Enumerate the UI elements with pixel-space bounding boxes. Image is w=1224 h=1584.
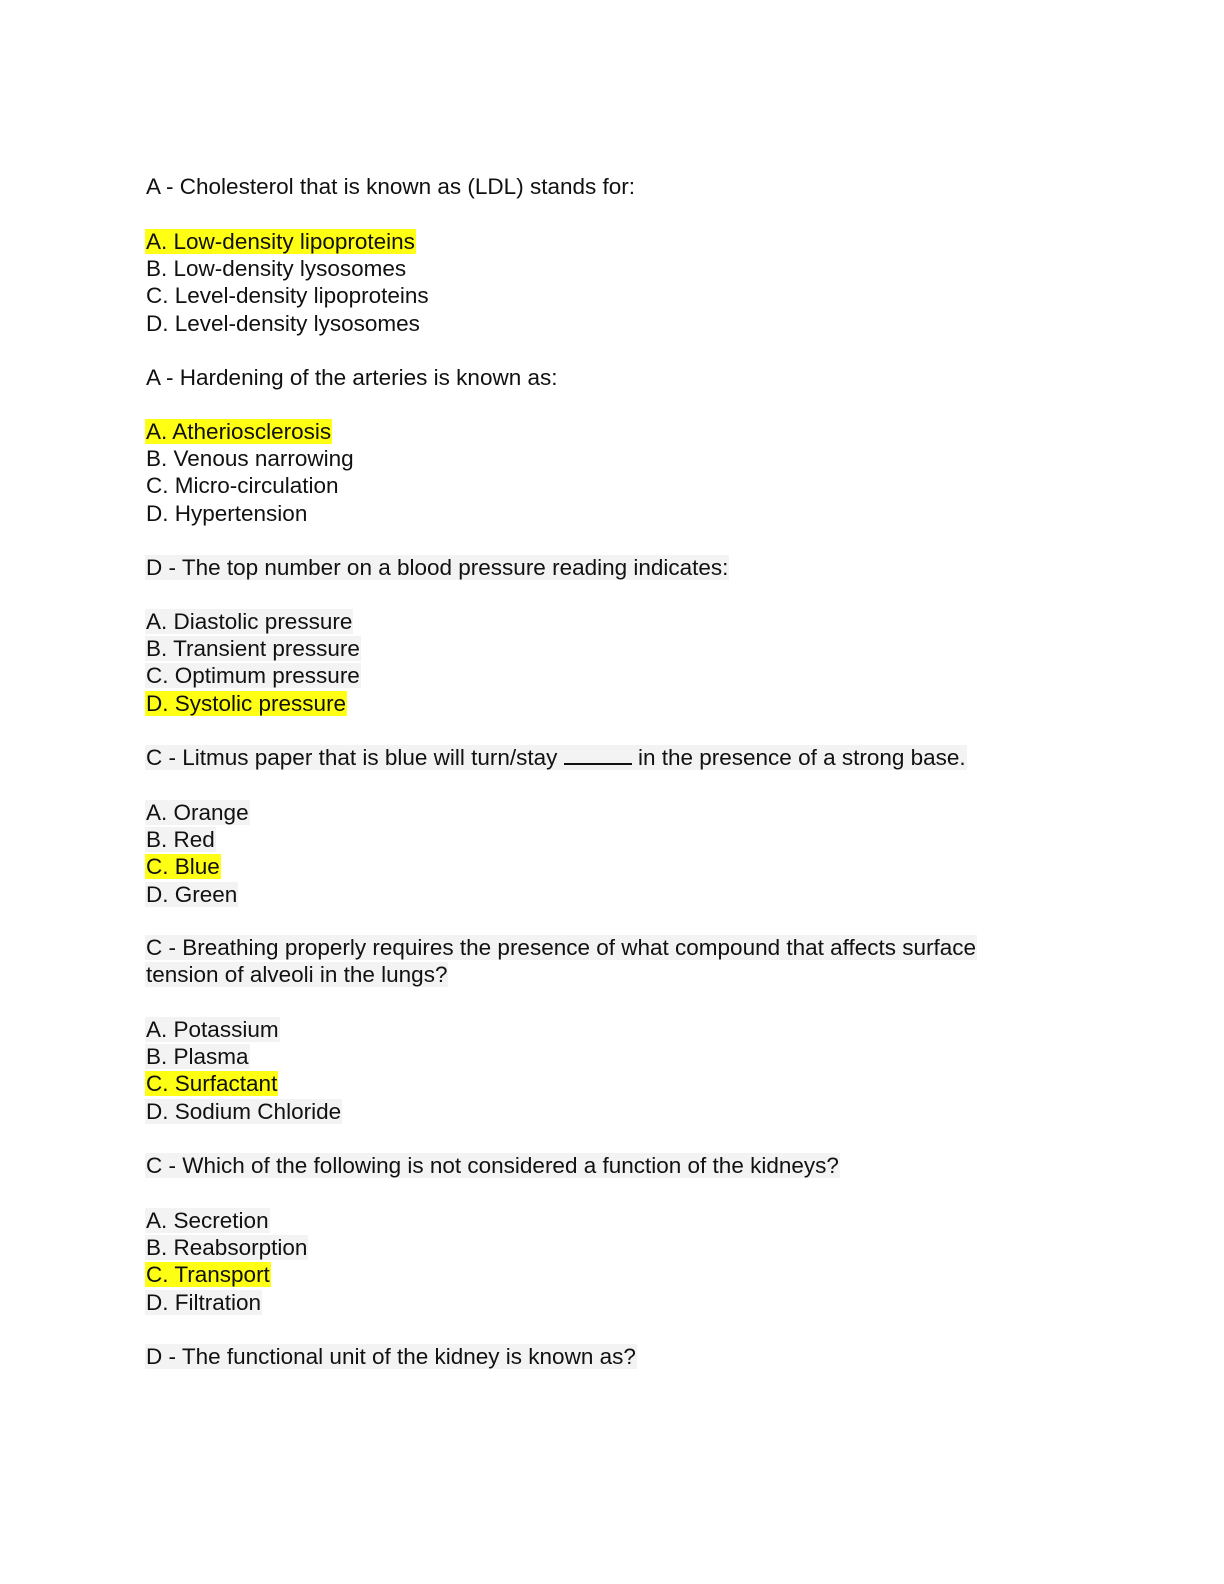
answer-key: C [146, 1153, 163, 1178]
question-6 [145, 1152, 1045, 1179]
answer-key: C [146, 745, 163, 770]
correct-answer-highlight: C. Blue [146, 854, 220, 880]
question-7-stem: D - The functional unit of the kidney is known as? [146, 1344, 636, 1369]
option-d: D. Sodium Chloride [146, 1098, 342, 1124]
question-6-options [145, 1207, 1045, 1316]
question-2-stem: A - Hardening of the arteries is known as: [146, 365, 558, 390]
option-c [145, 1261, 1045, 1288]
question-2 [145, 364, 1045, 391]
option-a: A. Potassium [146, 1017, 279, 1042]
question-2-options [145, 418, 1045, 527]
correct-answer-highlight: C. Surfactant [146, 1071, 278, 1097]
option-c [145, 853, 1045, 880]
question-5-stem-line-2 [145, 961, 1045, 988]
option-a [145, 228, 1045, 255]
answer-key: A [146, 174, 160, 199]
question-1-options [145, 228, 1045, 337]
question-text: Breathing properly requires the presence of what compound that affects surface [182, 935, 977, 960]
option-d: D. Level-density lysosomes [146, 310, 420, 336]
option-b: B. Low-density lysosomes [146, 256, 407, 282]
correct-answer-highlight: A. Low-density lipoproteins [146, 229, 415, 254]
option-c: C. Level-density lipoproteins [146, 283, 429, 309]
question-text: The functional unit of the kidney is known as? [181, 1344, 636, 1369]
question-5-options [145, 1016, 1045, 1125]
option-a: A. Orange [146, 800, 249, 825]
question-3 [145, 554, 1045, 581]
correct-answer-highlight: D. Systolic pressure [146, 690, 347, 716]
option-d: D. Hypertension [146, 500, 308, 526]
question-text: Which of the following is not considered a function of the kidneys? [182, 1153, 839, 1178]
option-d [145, 690, 1045, 717]
option-b: B. Red [146, 827, 215, 853]
option-b: B. Reabsorption [146, 1235, 308, 1261]
question-3-stem: D - The top number on a blood pressure reading indicates: [146, 555, 729, 580]
correct-answer-highlight: A. Atheriosclerosis [146, 419, 332, 444]
option-c: C. Optimum pressure [146, 663, 360, 689]
question-text-before-blank: Litmus paper that is blue will turn/stay [182, 745, 558, 770]
option-c [145, 1070, 1045, 1097]
question-4-options [145, 799, 1045, 908]
answer-key: A [146, 365, 160, 390]
option-b: B. Transient pressure [146, 636, 360, 662]
option-b: B. Plasma [146, 1044, 249, 1070]
option-a: A. Secretion [146, 1208, 269, 1233]
answer-key: D [146, 555, 163, 580]
question-text: Cholesterol that is known as (LDL) stands for: [179, 174, 635, 199]
answer-key: D [146, 1344, 163, 1369]
option-d: D. Filtration [146, 1289, 262, 1315]
question-5-stem-line-1: C - Breathing properly requires the presence of what compound that affects surface [146, 935, 977, 960]
question-text: The top number on a blood pressure reading indicates: [181, 555, 729, 580]
question-5 [145, 934, 1045, 988]
question-4-stem: C - Litmus paper that is blue will turn/stay in the presence of a strong base. [146, 745, 966, 770]
correct-answer-highlight: C. Transport [146, 1262, 270, 1288]
question-3-options [145, 608, 1045, 717]
question-7 [145, 1343, 1045, 1370]
answer-key: C [146, 935, 163, 960]
question-6-stem: C - Which of the following is not considered a function of the kidneys? [146, 1153, 839, 1178]
option-a [145, 418, 1045, 445]
fill-in-blank [564, 745, 632, 765]
question-1-stem: A - Cholesterol that is known as (LDL) stands for: [146, 174, 635, 199]
question-text: Hardening of the arteries is known as: [179, 365, 558, 390]
question-text: tension of alveoli in the lungs? [146, 962, 448, 988]
question-text-after-blank: in the presence of a strong base. [637, 745, 966, 770]
option-d: D. Green [146, 881, 238, 907]
question-4 [145, 744, 1045, 771]
option-a: A. Diastolic pressure [146, 609, 353, 634]
question-1 [145, 173, 1045, 200]
option-b: B. Venous narrowing [146, 446, 354, 472]
option-c: C. Micro-circulation [146, 473, 339, 499]
